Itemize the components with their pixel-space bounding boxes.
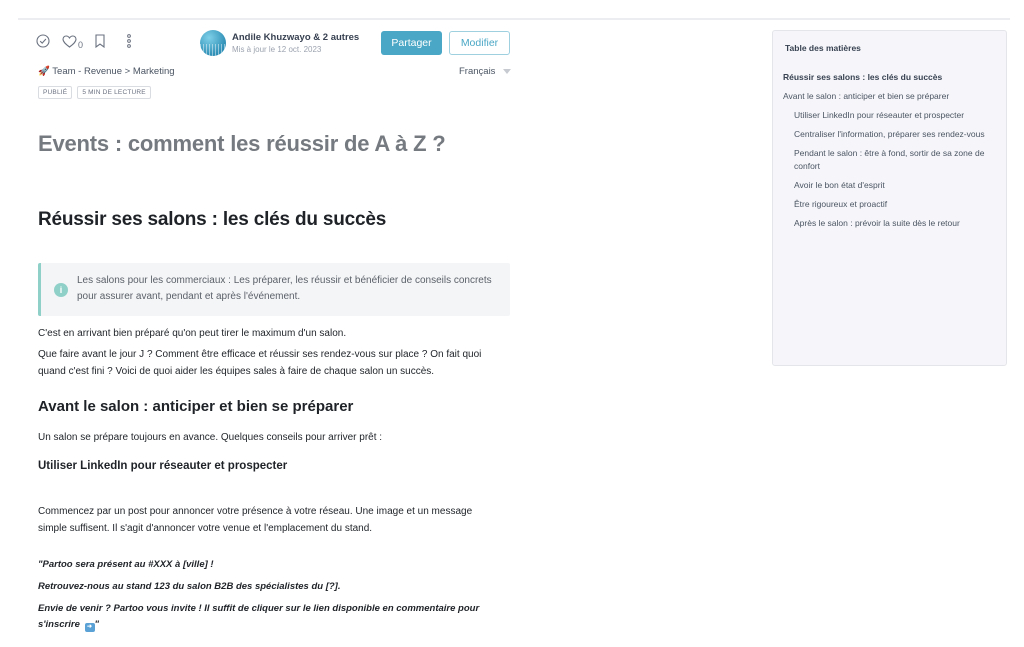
reading-time-badge: 5 MIN DE LECTURE <box>77 86 151 99</box>
like-button[interactable] <box>62 35 83 48</box>
page-title: Events : comment les réussir de A à Z ? <box>38 131 446 156</box>
quote-line <box>38 601 508 633</box>
author-names: Andile Khuzwayo & 2 autres <box>232 32 360 43</box>
section-heading-3: Utiliser LinkedIn pour réseauter et prospecter <box>38 460 288 472</box>
paragraph: C'est en arrivant bien préparé qu'on peut tirer le maximum d'un salon. <box>38 328 347 339</box>
paragraph: Que faire avant le jour J ? Comment être efficace et réussir ses rendez-vous sur place ? On fait quoi quand c'est fini ? Voici de quoi aider les équipes sales à faire de chaque salon un succès. <box>38 349 482 377</box>
breadcrumb[interactable]: 🚀 Team - Revenue > Marketing <box>38 66 175 77</box>
toc-title: Table des matières <box>785 43 861 53</box>
bookmark-icon[interactable] <box>95 34 105 48</box>
toc-item[interactable]: Avant le salon : anticiper et bien se préparer <box>783 91 950 101</box>
authors-block[interactable] <box>200 30 359 56</box>
toc-item[interactable]: Réussir ses salons : les clés du succès <box>783 72 943 82</box>
more-options-icon[interactable] <box>127 34 131 48</box>
toc-item[interactable]: Après le salon : prévoir la suite dès le retour <box>794 218 960 228</box>
share-button[interactable]: Partager <box>381 31 442 55</box>
quote-end: " <box>94 619 100 630</box>
updated-date: Mis à jour le 12 oct. 2023 <box>232 45 322 54</box>
quote-line: "Partoo sera présent au #XXX à [ville] ! <box>38 559 214 570</box>
check-circle-icon[interactable] <box>36 34 50 48</box>
toc-item[interactable]: Être rigoureux et proactif <box>794 199 888 209</box>
toc-item[interactable]: Pendant le salon : être à fond, sortir de sa zone de confort <box>794 148 985 171</box>
paragraph: Un salon se prépare toujours en avance. Quelques conseils pour arriver prêt : <box>38 432 383 443</box>
language-label: Français <box>459 66 496 77</box>
top-divider <box>18 18 1010 20</box>
like-count: 0 <box>78 40 84 50</box>
heart-icon <box>62 35 77 48</box>
toc-list <box>783 71 998 236</box>
status-badges <box>38 86 151 99</box>
section-heading-1: Réussir ses salons : les clés du succès <box>38 209 387 230</box>
callout-text: Les salons pour les commerciaux : Les préparer, les réussir et bénéficier de conseils concrets pour assurer avant, pendant et après l'événement. <box>77 275 492 302</box>
edit-button[interactable]: Modifier <box>449 31 510 55</box>
language-selector[interactable] <box>459 66 511 77</box>
quote-line: Retrouvez-nous au stand 123 du salon B2B des spécialistes du [?]. <box>38 581 341 592</box>
toc-item[interactable]: Avoir le bon état d'esprit <box>794 180 885 190</box>
table-of-contents <box>772 30 1007 366</box>
published-badge: PUBLIÉ <box>38 86 72 99</box>
toc-item[interactable]: Centraliser l'information, préparer ses rendez-vous <box>794 129 985 139</box>
info-callout <box>38 263 510 316</box>
arrow-right-icon: ➜ <box>85 623 95 632</box>
paragraph: Commencez par un post pour annoncer votre présence à votre réseau. Une image et un message simple suffisent. Il s'agit d'annoncer votre venue et l'emplacement du stand. <box>38 506 473 534</box>
toc-item[interactable]: Utiliser LinkedIn pour réseauter et prospecter <box>794 110 965 120</box>
quote-text: Envie de venir ? Partoo vous invite ! Il suffit de cliquer sur le lien disponible en commentaire pour s'inscrire <box>38 603 480 630</box>
article-toolbar <box>36 34 131 48</box>
section-heading-2: Avant le salon : anticiper et bien se préparer <box>38 398 354 415</box>
chevron-down-icon <box>503 69 511 74</box>
info-icon: i <box>54 283 68 297</box>
avatar <box>200 30 226 56</box>
